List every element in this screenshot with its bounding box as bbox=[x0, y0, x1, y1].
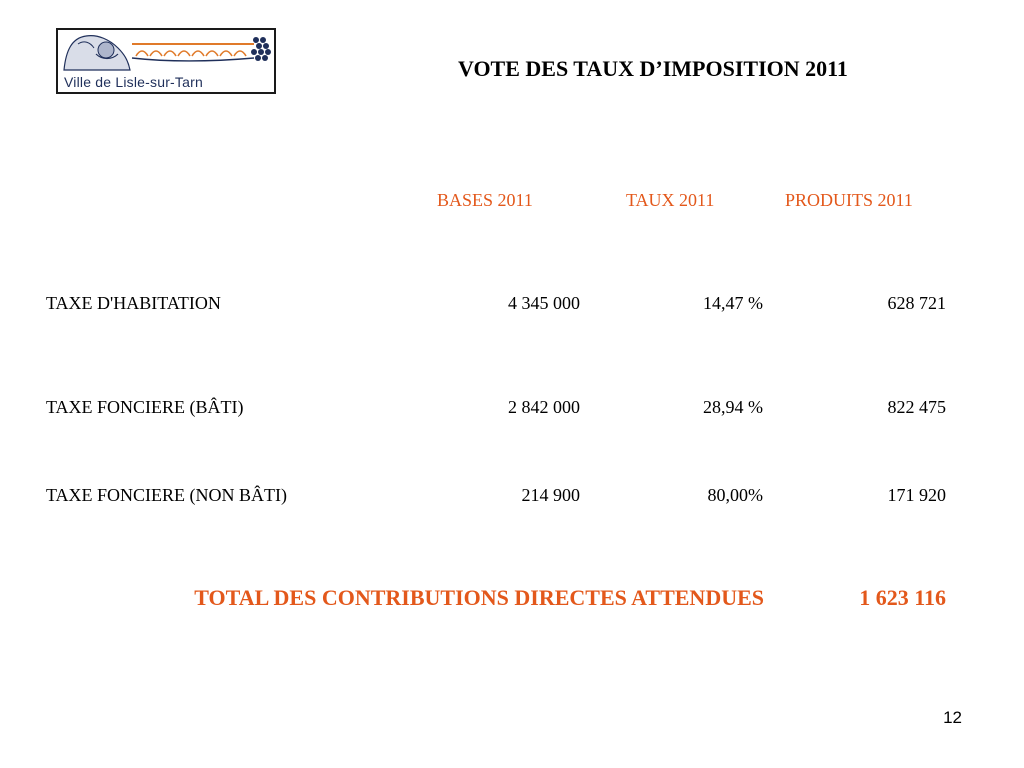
total-value: 1 623 116 bbox=[859, 585, 946, 610]
row-rate: 80,00% bbox=[707, 485, 763, 505]
row-product: 822 475 bbox=[887, 397, 946, 417]
column-header-taux: TAUX 2011 bbox=[626, 190, 715, 210]
row-base: 4 345 000 bbox=[508, 293, 580, 313]
logo-caption: Ville de Lisle-sur-Tarn bbox=[64, 74, 203, 90]
page-title: VOTE DES TAUX D’IMPOSITION 2011 bbox=[458, 56, 848, 81]
row-product: 171 920 bbox=[887, 485, 946, 505]
row-rate: 28,94 % bbox=[703, 397, 763, 417]
table-row bbox=[0, 397, 1024, 425]
row-label: TAXE FONCIERE (BÂTI) bbox=[46, 397, 244, 417]
city-logo bbox=[56, 28, 276, 94]
city-logo-emblem-icon bbox=[58, 30, 274, 74]
table-row bbox=[0, 485, 1024, 513]
column-header-produits: PRODUITS 2011 bbox=[785, 190, 913, 210]
row-rate: 14,47 % bbox=[703, 293, 763, 313]
row-base: 2 842 000 bbox=[508, 397, 580, 417]
total-label: TOTAL DES CONTRIBUTIONS DIRECTES ATTENDUES bbox=[194, 585, 764, 610]
row-product: 628 721 bbox=[887, 293, 946, 313]
row-label: TAXE FONCIERE (NON BÂTI) bbox=[46, 485, 288, 505]
row-base: 214 900 bbox=[521, 485, 580, 505]
row-label: TAXE D'HABITATION bbox=[46, 293, 221, 313]
table-row bbox=[0, 293, 1024, 321]
column-header-bases: BASES 2011 bbox=[437, 190, 533, 210]
page-number: 12 bbox=[943, 708, 962, 727]
